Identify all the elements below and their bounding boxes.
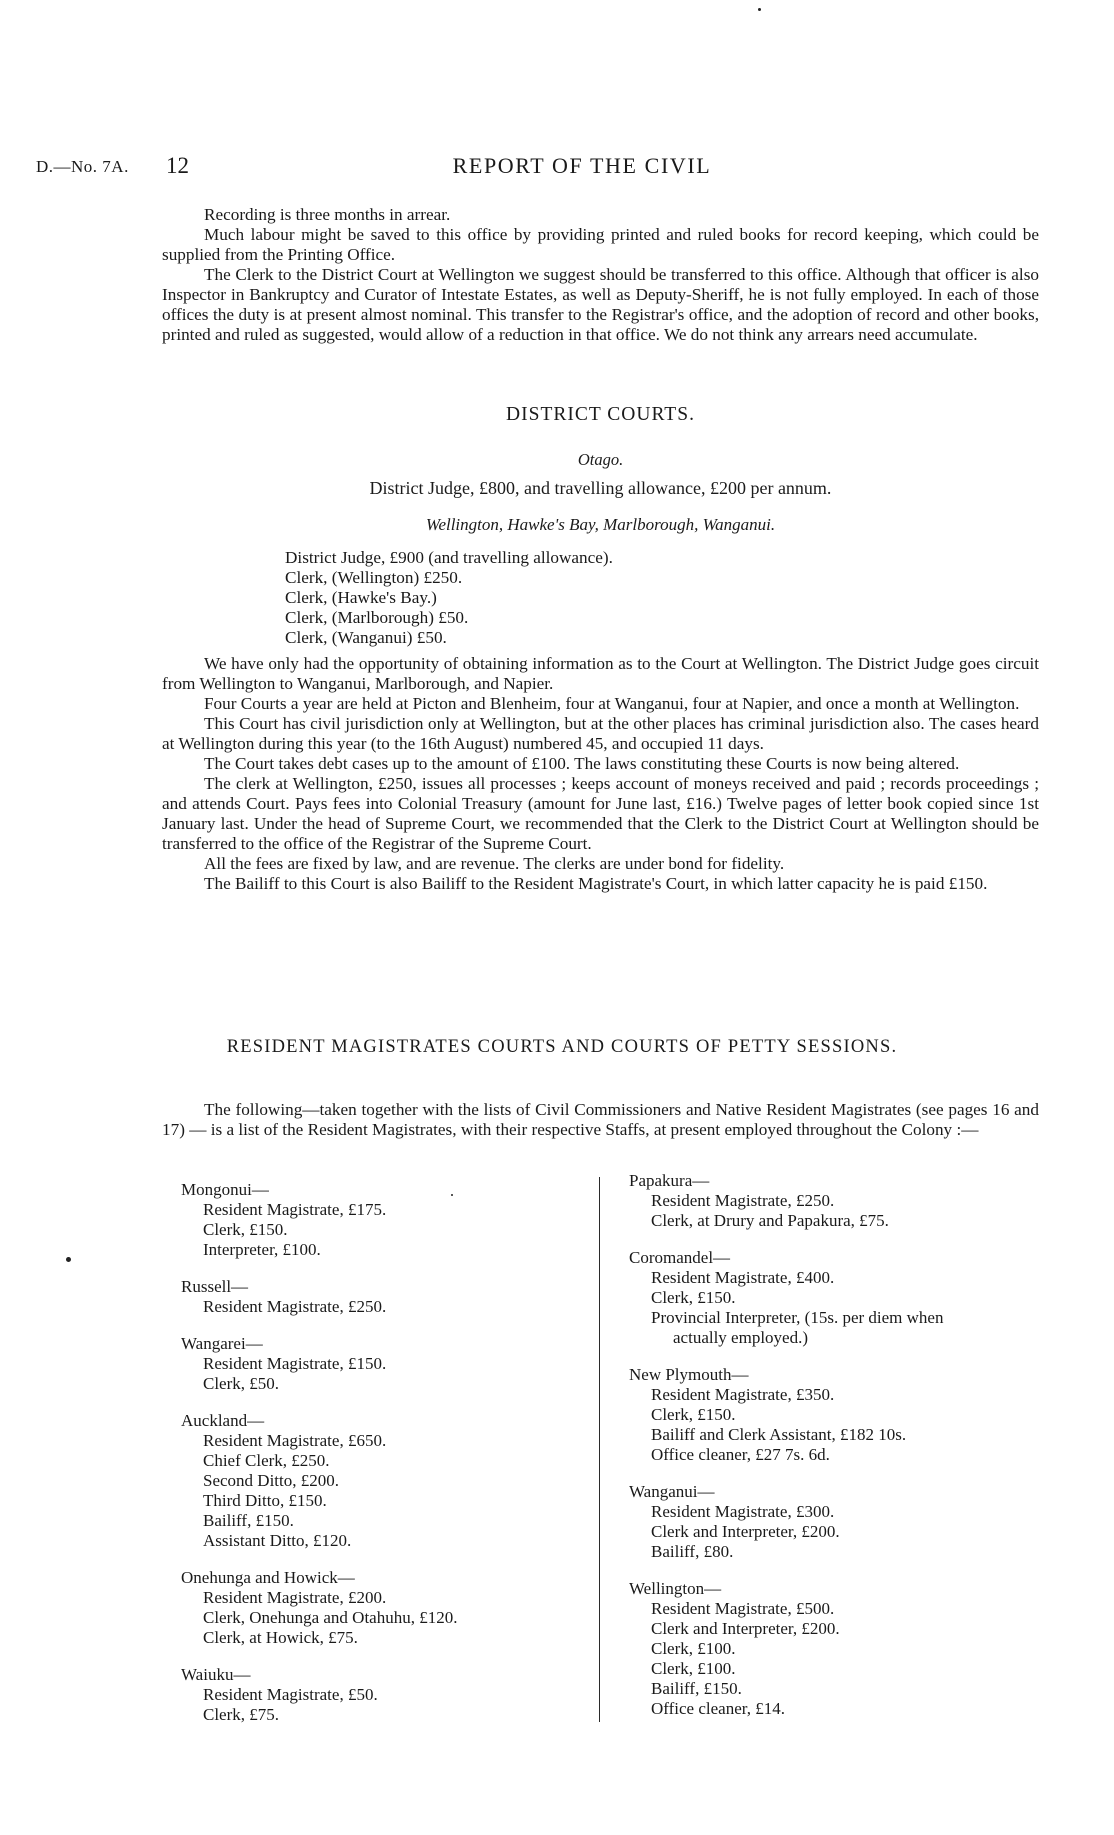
staff-line: Resident Magistrate, £250. <box>651 1191 835 1210</box>
staff-line: Clerk and Interpreter, £200. <box>651 1619 840 1638</box>
page-header <box>0 155 1114 185</box>
subheading-wellington-district: Wellington, Hawke's Bay, Marlborough, Wanganui. <box>425 515 776 534</box>
paragraph: The Clerk to the District Court at Wellington we suggest should be transferred to this office. Although that officer is also Inspector in Bankruptcy and Curator of Intestate Estates, as well as Deputy-Sheriff, he is not fully employed. In each of those offices the duty is at present almost nominal. This transfer to the Registrar's office, and the adoption of record and other books, printed and ruled as suggested, would allow of a reduction in that office. We do not think any arrears need accumulate. <box>162 265 1039 344</box>
court-entry-wangarei <box>181 1334 581 1394</box>
running-title: REPORT OF THE CIVIL <box>452 153 712 178</box>
staff-line: Clerk, (Wanganui) £50. <box>285 628 447 647</box>
paragraph: The Bailiff to this Court is also Bailiff to the Resident Magistrate's Court, in which latter capacity he is paid £150. <box>204 874 988 893</box>
staff-line: Resident Magistrate, £400. <box>651 1268 835 1287</box>
staff-line: Provincial Interpreter, (15s. per diem when <box>651 1308 944 1327</box>
section-heading-district-courts: DISTRICT COURTS. <box>506 404 695 425</box>
court-entry-papakura <box>629 1171 1049 1231</box>
staff-line: Office cleaner, £14. <box>651 1699 785 1718</box>
district-courts-body <box>162 654 1039 894</box>
court-place: Papakura— <box>629 1171 710 1190</box>
staff-line: Resident Magistrate, £500. <box>651 1599 835 1618</box>
staff-line: Bailiff, £150. <box>651 1679 742 1698</box>
staff-line: Clerk, (Wellington) £250. <box>285 568 463 587</box>
staff-line: Resident Magistrate, £250. <box>203 1297 387 1316</box>
paragraph: Four Courts a year are held at Picton and Blenheim, four at Wanganui, four at Napier, and once a month at Wellington. <box>204 694 1020 713</box>
scan-speck <box>758 8 761 11</box>
staff-line: Resident Magistrate, £350. <box>651 1385 835 1404</box>
staff-line: District Judge, £900 (and travelling allowance). <box>285 548 613 567</box>
paragraph: All the fees are fixed by law, and are revenue. The clerks are under bond for fidelity. <box>204 854 785 873</box>
paragraph: Much labour might be saved to this office by providing printed and ruled books for record keeping, which could be supplied from the Printing Office. <box>162 225 1039 264</box>
court-place: Waiuku— <box>181 1665 251 1684</box>
court-place: Wellington— <box>629 1579 722 1598</box>
staff-line: Resident Magistrate, £50. <box>203 1685 378 1704</box>
document-reference: D.—No. 7A. <box>36 157 129 176</box>
staff-line: Clerk, £150. <box>651 1405 736 1424</box>
page-number: 12 <box>166 153 189 178</box>
staff-line: Bailiff and Clerk Assistant, £182 10s. <box>651 1425 907 1444</box>
staff-line: Clerk, (Marlborough) £50. <box>285 608 469 627</box>
scan-speck <box>66 1257 71 1262</box>
court-place: Wanganui— <box>629 1482 715 1501</box>
court-entry-russell <box>181 1277 581 1317</box>
staff-line: Clerk and Interpreter, £200. <box>651 1522 840 1541</box>
paragraph: The Court takes debt cases up to the amount of £100. The laws constituting these Courts is now being altered. <box>204 754 960 773</box>
scan-speck <box>451 1194 453 1196</box>
paragraph: The clerk at Wellington, £250, issues all processes ; keeps account of moneys received and paid ; records proceedings ; and attends Court. Pays fees into Colonial Treasury (amount for June last, £16.) Twelve pages of letter book copied since 1st January last. Under the head of Supreme Court, we recommended that the Clerk to the District Court at Wellington should be transferred to the office of the Registrar of the Supreme Court. <box>162 774 1039 853</box>
paragraph: The following—taken together with the lists of Civil Commissioners and Native Resident Magistrates (see pages 16 and 17) — is a list of the Resident Magistrates, with their respective Staffs, at present employed throughout the Colony :— <box>162 1100 1039 1139</box>
staff-line: Chief Clerk, £250. <box>203 1451 330 1470</box>
intro-section <box>162 205 1039 345</box>
staff-line: Resident Magistrate, £300. <box>651 1502 835 1521</box>
court-entry-coromandel <box>629 1248 1049 1348</box>
staff-line: Office cleaner, £27 7s. 6d. <box>651 1445 830 1464</box>
staff-line: Bailiff, £80. <box>651 1542 734 1561</box>
staff-line: Clerk, £150. <box>651 1288 736 1307</box>
court-entry-wellington <box>629 1579 1049 1719</box>
court-place: Onehunga and Howick— <box>181 1568 355 1587</box>
staff-line: Clerk, £75. <box>203 1705 280 1724</box>
staff-line: Resident Magistrate, £650. <box>203 1431 387 1450</box>
staff-line: Assistant Ditto, £120. <box>203 1531 352 1550</box>
court-place: Coromandel— <box>629 1248 731 1267</box>
staff-line: Second Ditto, £200. <box>203 1471 339 1490</box>
court-entry-onehunga-howick <box>181 1568 581 1648</box>
court-entry-wanganui <box>629 1482 1049 1562</box>
magistrates-right-column <box>629 1171 1049 1736</box>
court-place: New Plymouth— <box>629 1365 749 1384</box>
staff-line: Clerk, Onehunga and Otahuhu, £120. <box>203 1608 458 1627</box>
staff-line: Resident Magistrate, £175. <box>203 1200 387 1219</box>
staff-line: Clerk, £50. <box>203 1374 280 1393</box>
staff-line: Clerk, £150. <box>203 1220 288 1239</box>
staff-line: Clerk, £100. <box>651 1659 736 1678</box>
staff-line: Clerk, at Drury and Papakura, £75. <box>651 1211 889 1230</box>
court-entry-waiuku <box>181 1665 581 1725</box>
paragraph: We have only had the opportunity of obtaining information as to the Court at Wellington. The District Judge goes circuit from Wellington to Wanganui, Marlborough, and Napier. <box>162 654 1039 693</box>
magistrates-left-column <box>181 1180 581 1742</box>
section-heading-resident-magistrates: RESIDENT MAGISTRATES COURTS AND COURTS OF PETTY SESSIONS. <box>226 1037 898 1057</box>
staff-line: Third Ditto, £150. <box>203 1491 327 1510</box>
staff-line-continuation: actually employed.) <box>673 1328 809 1347</box>
staff-line: Interpreter, £100. <box>203 1240 321 1259</box>
staff-line: Bailiff, £150. <box>203 1511 294 1530</box>
column-divider <box>599 1177 600 1722</box>
staff-line: Resident Magistrate, £150. <box>203 1354 387 1373</box>
staff-line: Clerk, at Howick, £75. <box>203 1628 358 1647</box>
paragraph: This Court has civil jurisdiction only at Wellington, but at the other places has criminal jurisdiction also. The cases heard at Wellington during this year (to the 16th August) numbered 45, and occupied 11 days. <box>162 714 1039 753</box>
court-place: Wangarei— <box>181 1334 263 1353</box>
court-place: Mongonui— <box>181 1180 269 1199</box>
staff-line: Resident Magistrate, £200. <box>203 1588 387 1607</box>
staff-line: Clerk, £100. <box>651 1639 736 1658</box>
court-place: Russell— <box>181 1277 249 1296</box>
court-entry-mongonui <box>181 1180 581 1260</box>
court-entry-new-plymouth <box>629 1365 1049 1465</box>
district-court-staff-list <box>285 548 613 648</box>
court-entry-auckland <box>181 1411 581 1551</box>
staff-line: Clerk, (Hawke's Bay.) <box>285 588 437 607</box>
court-place: Auckland— <box>181 1411 265 1430</box>
subheading-otago: Otago. <box>577 450 624 469</box>
paragraph: Recording is three months in arrear. <box>204 205 451 224</box>
resident-magistrates-intro <box>162 1100 1039 1140</box>
otago-judge-line: District Judge, £800, and travelling allowance, £200 per annum. <box>369 478 832 498</box>
